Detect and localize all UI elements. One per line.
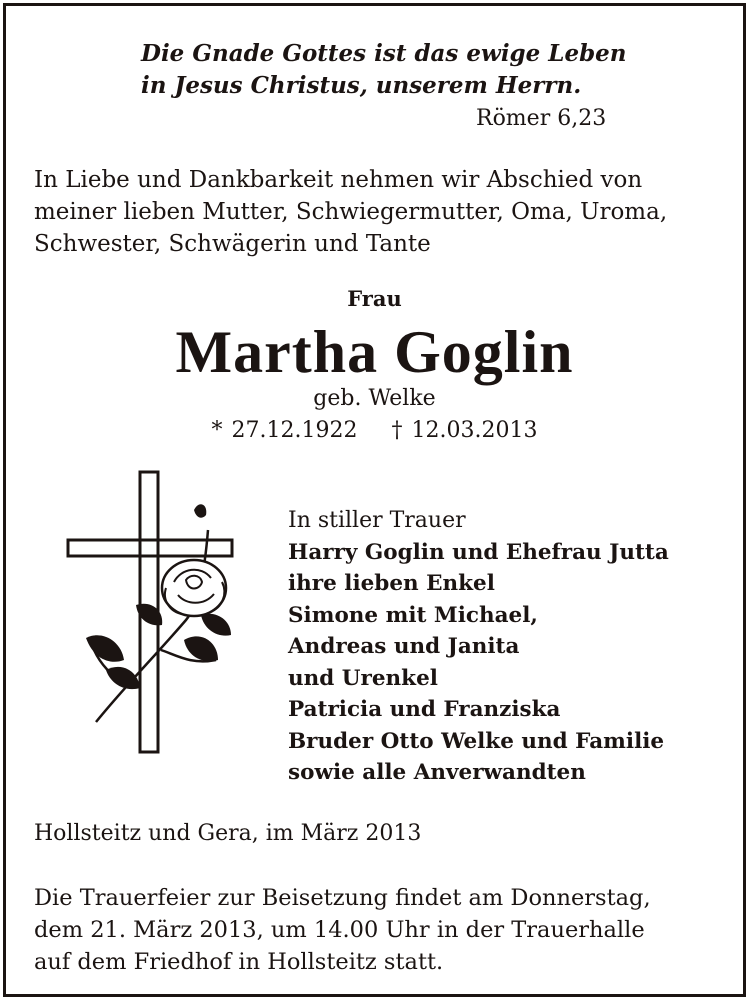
salutation: Frau [347,286,402,311]
intro-line-1: In Liebe und Dankbarkeit nehmen wir Abschied von [34,167,643,193]
place-and-date: Hollsteitz und Gera, im März 2013 [34,821,422,846]
intro-text [34,164,667,260]
mourners-list [288,505,669,789]
birth-date: * 27.12.1922 [211,418,358,443]
mourner-line: Patricia und Franziska [288,697,561,722]
mourner-line: sowie alle Anverwandten [288,760,586,785]
intro-line-2: meiner lieben Mutter, Schwiegermutter, Oma, Uroma, [34,199,668,225]
verse-reference: Römer 6,23 [476,106,607,131]
service-line-1: Die Trauerfeier zur Beisetzung findet am Donnerstag, [34,885,651,911]
service-line-2: dem 21. März 2013, um 14.00 Uhr in der Trauerhalle [34,917,645,943]
mourner-line: ihre lieben Enkel [288,571,495,596]
maiden-name: geb. Welke [313,386,436,411]
mourners-heading: In stiller Trauer [288,508,466,533]
verse-line-1: Die Gnade Gottes ist das ewige Leben [141,40,627,67]
funeral-service-info [34,882,651,978]
mourner-line: Simone mit Michael, [288,602,538,628]
intro-line-3: Schwester, Schwägerin und Tante [34,231,431,257]
mourner-line: und Urenkel [288,665,438,691]
mourner-line: Andreas und Janita [288,634,520,659]
verse-line-2: in Jesus Christus, unserem Herrn. [141,72,582,99]
life-dates [0,418,749,443]
cross-with-rose-icon [66,470,238,760]
death-date: † 12.03.2013 [391,418,538,443]
service-line-3: auf dem Friedhof in Hollsteitz statt. [34,949,444,975]
deceased-name: Martha Goglin [175,319,574,385]
bible-verse [141,38,627,102]
mourner-line: Bruder Otto Welke und Familie [288,728,665,754]
mourner-line: Harry Goglin und Ehefrau Jutta [288,539,669,565]
